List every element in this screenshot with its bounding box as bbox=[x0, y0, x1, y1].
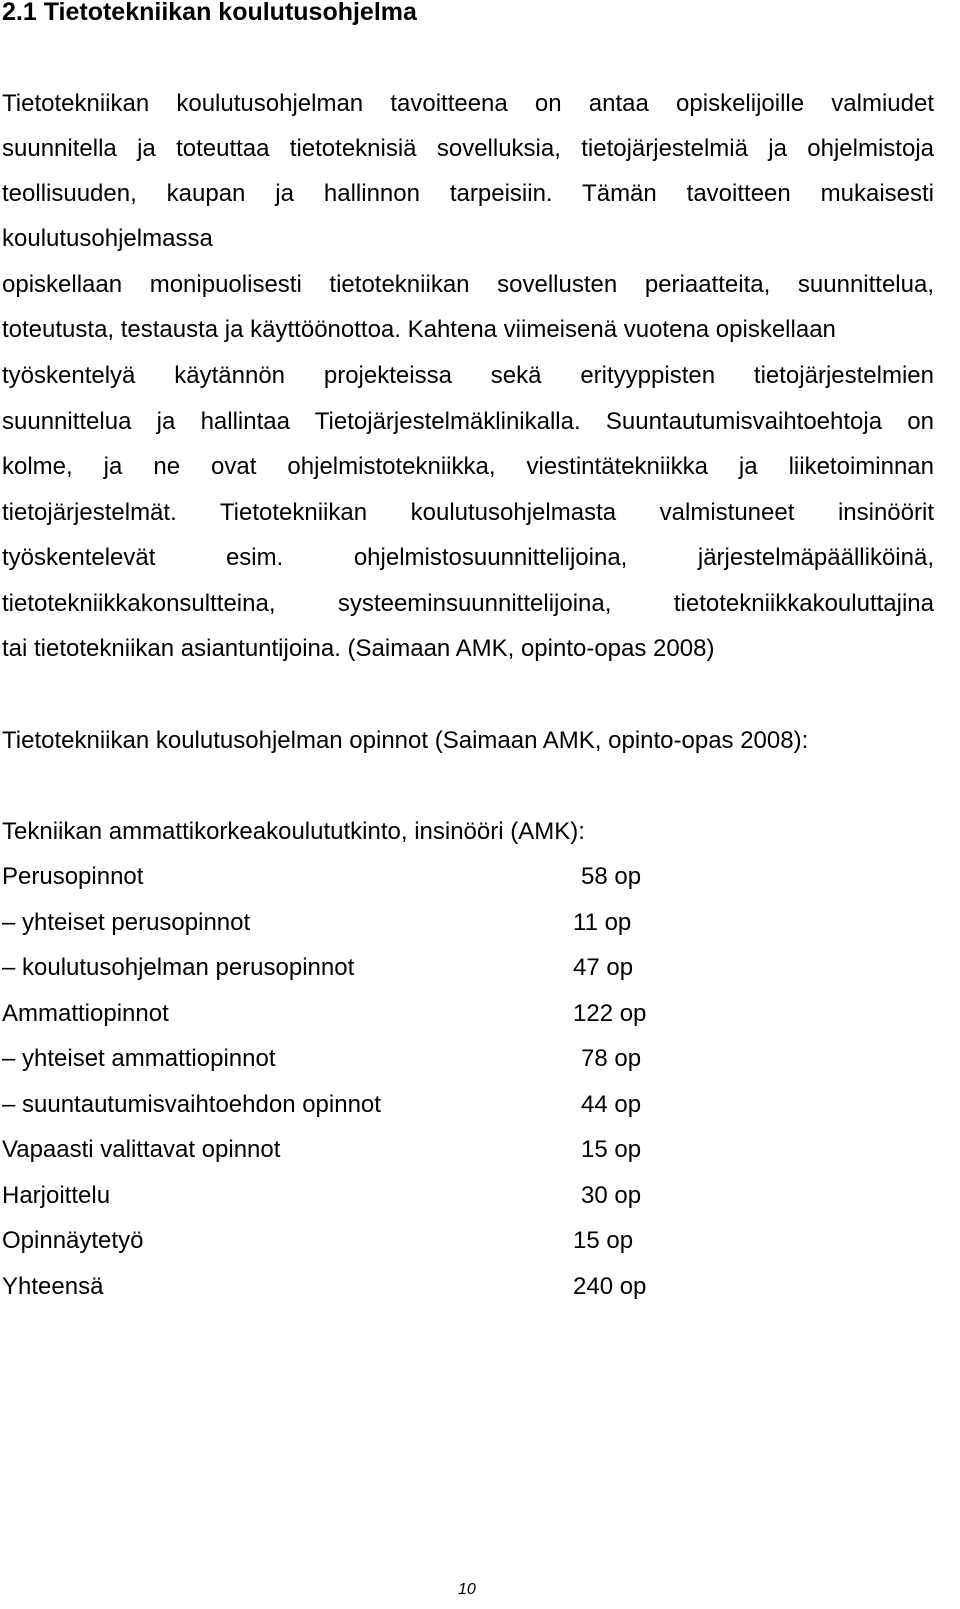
credits-value: 15 op bbox=[573, 1227, 634, 1254]
credits-value: 47 op bbox=[573, 954, 634, 981]
paragraph-line: tietojärjestelmät. Tietotekniikan koulutusohjelmasta valmistuneet insinöörit bbox=[2, 499, 934, 526]
paragraph-line: työskentelevät esim. ohjelmistosuunnittelijoina, järjestelmäpäälliköinä, bbox=[2, 544, 934, 571]
paragraph-line: työskentelyä käytännön projekteissa sekä erityyppisten tietojärjestelmien bbox=[2, 362, 934, 389]
credits-value: 240 op bbox=[573, 1273, 647, 1300]
paragraph-line: tietotekniikkakonsultteina, systeeminsuunnittelijoina, tietotekniikkakouluttajina bbox=[2, 590, 934, 617]
paragraph-line: kolme, ja ne ovat ohjelmistotekniikka, viestintätekniikka ja liiketoiminnan bbox=[2, 453, 934, 480]
credits-row bbox=[0, 907, 960, 939]
credits-label: Harjoittelu bbox=[2, 1182, 111, 1209]
credits-row bbox=[0, 1134, 960, 1166]
credits-label: – koulutusohjelman perusopinnot bbox=[2, 954, 355, 981]
credits-row bbox=[0, 952, 960, 984]
credits-value: 30 op bbox=[581, 1182, 642, 1209]
credits-value: 122 op bbox=[573, 1000, 647, 1027]
page-number: 10 bbox=[458, 1581, 476, 1598]
credits-label: Perusopinnot bbox=[2, 863, 144, 890]
degree-heading: Tekniikan ammattikorkeakoulututkinto, insinööri (AMK): bbox=[2, 818, 585, 845]
credits-value: 58 op bbox=[581, 863, 642, 890]
credits-value: 44 op bbox=[581, 1091, 642, 1118]
credits-label: – yhteiset ammattiopinnot bbox=[2, 1045, 276, 1072]
studies-heading: Tietotekniikan koulutusohjelman opinnot (Saimaan AMK, opinto-opas 2008): bbox=[2, 727, 809, 754]
credits-label: Yhteensä bbox=[2, 1273, 104, 1300]
credits-label: Opinnäytetyö bbox=[2, 1227, 144, 1254]
paragraph-line: koulutusohjelmassa bbox=[2, 225, 213, 252]
paragraph-line: opiskellaan monipuolisesti tietotekniikan sovellusten periaatteita, suunnittelua, bbox=[2, 271, 934, 298]
credits-label: Ammattiopinnot bbox=[2, 1000, 169, 1027]
credits-row bbox=[0, 998, 960, 1030]
section-heading: 2.1 Tietotekniikan koulutusohjelma bbox=[2, 0, 417, 26]
credits-label: – suuntautumisvaihtoehdon opinnot bbox=[2, 1091, 381, 1118]
credits-value: 15 op bbox=[581, 1136, 642, 1163]
paragraph-line: teollisuuden, kaupan ja hallinnon tarpeisiin. Tämän tavoitteen mukaisesti bbox=[2, 180, 934, 207]
paragraph-line: Tietotekniikan koulutusohjelman tavoitteena on antaa opiskelijoille valmiudet bbox=[2, 90, 934, 117]
credits-row bbox=[0, 1225, 960, 1257]
credits-row bbox=[0, 861, 960, 893]
credits-label: – yhteiset perusopinnot bbox=[2, 909, 251, 936]
paragraph-line: suunnitella ja toteuttaa tietoteknisiä sovelluksia, tietojärjestelmiä ja ohjelmistoja bbox=[2, 135, 934, 162]
paragraph-line: tai tietotekniikan asiantuntijoina. (Saimaan AMK, opinto-opas 2008) bbox=[2, 635, 715, 662]
credits-label: Vapaasti valittavat opinnot bbox=[2, 1136, 281, 1163]
credits-value: 11 op bbox=[573, 909, 632, 936]
paragraph-line: suunnittelua ja hallintaa Tietojärjestelmäklinikalla. Suuntautumisvaihtoehtoja on bbox=[2, 408, 934, 435]
credits-row bbox=[0, 1043, 960, 1075]
credits-row bbox=[0, 1089, 960, 1121]
credits-value: 78 op bbox=[581, 1045, 642, 1072]
credits-row bbox=[0, 1180, 960, 1212]
paragraph-line: toteutusta, testausta ja käyttöönottoa. Kahtena viimeisenä vuotena opiskellaan bbox=[2, 316, 836, 343]
credits-row bbox=[0, 1271, 960, 1303]
